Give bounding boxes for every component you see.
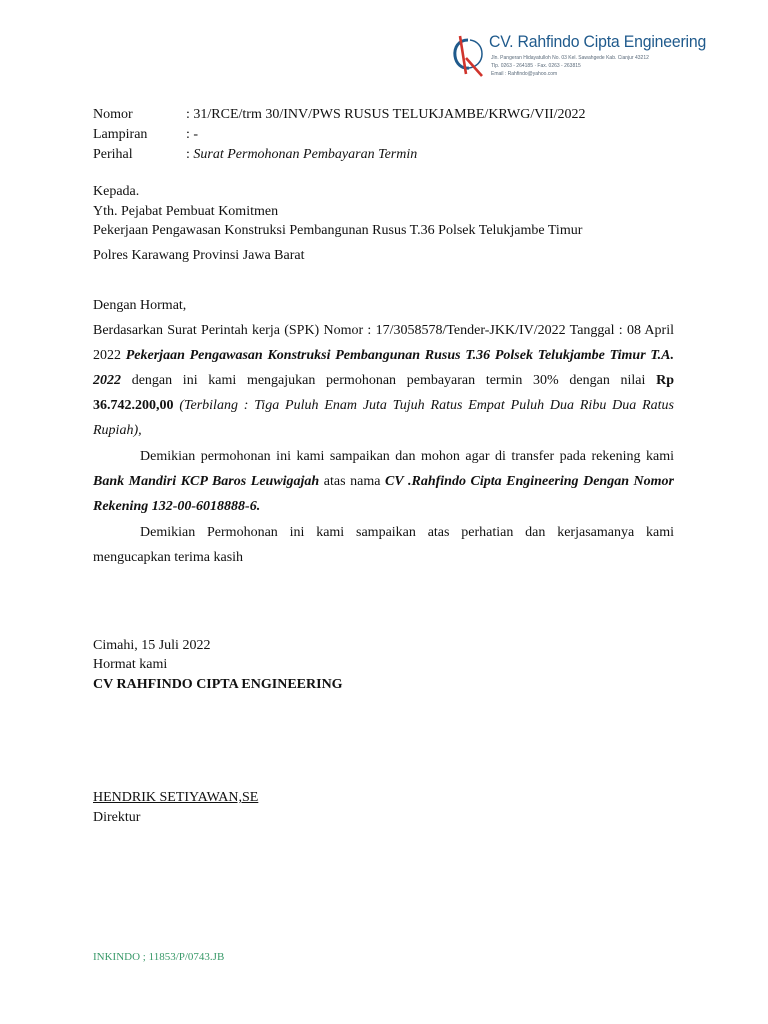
inkindo-footer: INKINDO ; 11853/P/0743.JB <box>93 951 225 963</box>
p2-bank: Bank Mandiri KCP Baros Leuwigajah <box>93 474 320 489</box>
place-date: Cimahi, 15 Juli 2022 <box>93 638 211 653</box>
letterhead-email: Email : Rahfindo@yahoo.com <box>491 71 558 77</box>
letterhead-phone: Tlp. 0263 - 264185 · Fax. 0263 - 263815 <box>491 63 581 69</box>
closing-company: CV RAHFINDO CIPTA ENGINEERING <box>93 677 343 692</box>
paragraph-closing <box>93 520 674 570</box>
p3-text: Demikian Permohonan ini kami sampaikan atas perhatian dan kerjasamanya kami mengucapkan terima kasih <box>93 525 674 565</box>
recipient-project: Pekerjaan Pengawasan Konstruksi Pembangunan Rusus T.36 Polsek Telukjambe Timur <box>93 223 583 238</box>
perihal-colon: : <box>186 147 194 162</box>
perihal-label: Perihal <box>93 147 133 162</box>
lampiran-label: Lampiran <box>93 127 148 142</box>
regards: Hormat kami <box>93 657 168 672</box>
signer-name: HENDRIK SETIYAWAN,SE <box>93 790 259 805</box>
nomor-label: Nomor <box>93 107 133 122</box>
p1-project-name: Pekerjaan Pengawasan Konstruksi Pembangunan Rusus T.36 Polsek Telukjambe Timur T.A. 2022 <box>93 348 674 388</box>
nomor-value: : 31/RCE/trm 30/INV/PWS RUSUS TELUKJAMBE/KRWG/VII/2022 <box>186 107 586 122</box>
perihal-text: Surat Permohonan Pembayaran Termin <box>193 147 418 162</box>
lampiran-value: : - <box>186 127 199 142</box>
p2-account: CV .Rahfindo Cipta Engineering Dengan Nomor Rekening 132-00-6018888-6. <box>93 474 674 514</box>
p1-text-c: dengan ini kami mengajukan permohonan pembayaran termin 30% dengan nilai <box>121 373 657 388</box>
signer-title: Direktur <box>93 810 141 825</box>
perihal-value <box>186 146 417 164</box>
greeting: Dengan Hormat, <box>93 298 187 313</box>
recipient-office: Polres Karawang Provinsi Jawa Barat <box>93 248 305 263</box>
p2-text-a: Demikian permohonan ini kami sampaikan dan mohon agar di transfer pada rekening kami <box>140 449 674 464</box>
p1-amount-words: (Terbilang : Tiga Puluh Enam Juta Tujuh Ratus Empat Puluh Dua Ribu Dua Ratus Rupiah), <box>93 398 674 438</box>
recipient-kepada: Kepada. <box>93 184 140 199</box>
paragraph-transfer <box>93 444 674 519</box>
p2-text-c: atas nama <box>319 474 385 489</box>
company-logo-icon <box>452 34 486 78</box>
recipient-official: Yth. Pejabat Pembuat Komitmen <box>93 204 279 219</box>
p1-amount: Rp 36.742.200,00 <box>93 373 674 413</box>
letterhead-address: Jln. Pangeran Hidayatulloh No. 03 Kel. Sawahgede Kab. Cianjur 43212 <box>491 55 649 61</box>
paragraph-spk <box>93 318 674 443</box>
p1-text-a: Berdasarkan Surat Perintah kerja (SPK) Nomor : 17/3058578/Tender-JKK/IV/2022 Tanggal : 08 April 2022 <box>93 323 674 363</box>
letterhead-company-name: CV. Rahfindo Cipta Engineering <box>489 32 707 51</box>
